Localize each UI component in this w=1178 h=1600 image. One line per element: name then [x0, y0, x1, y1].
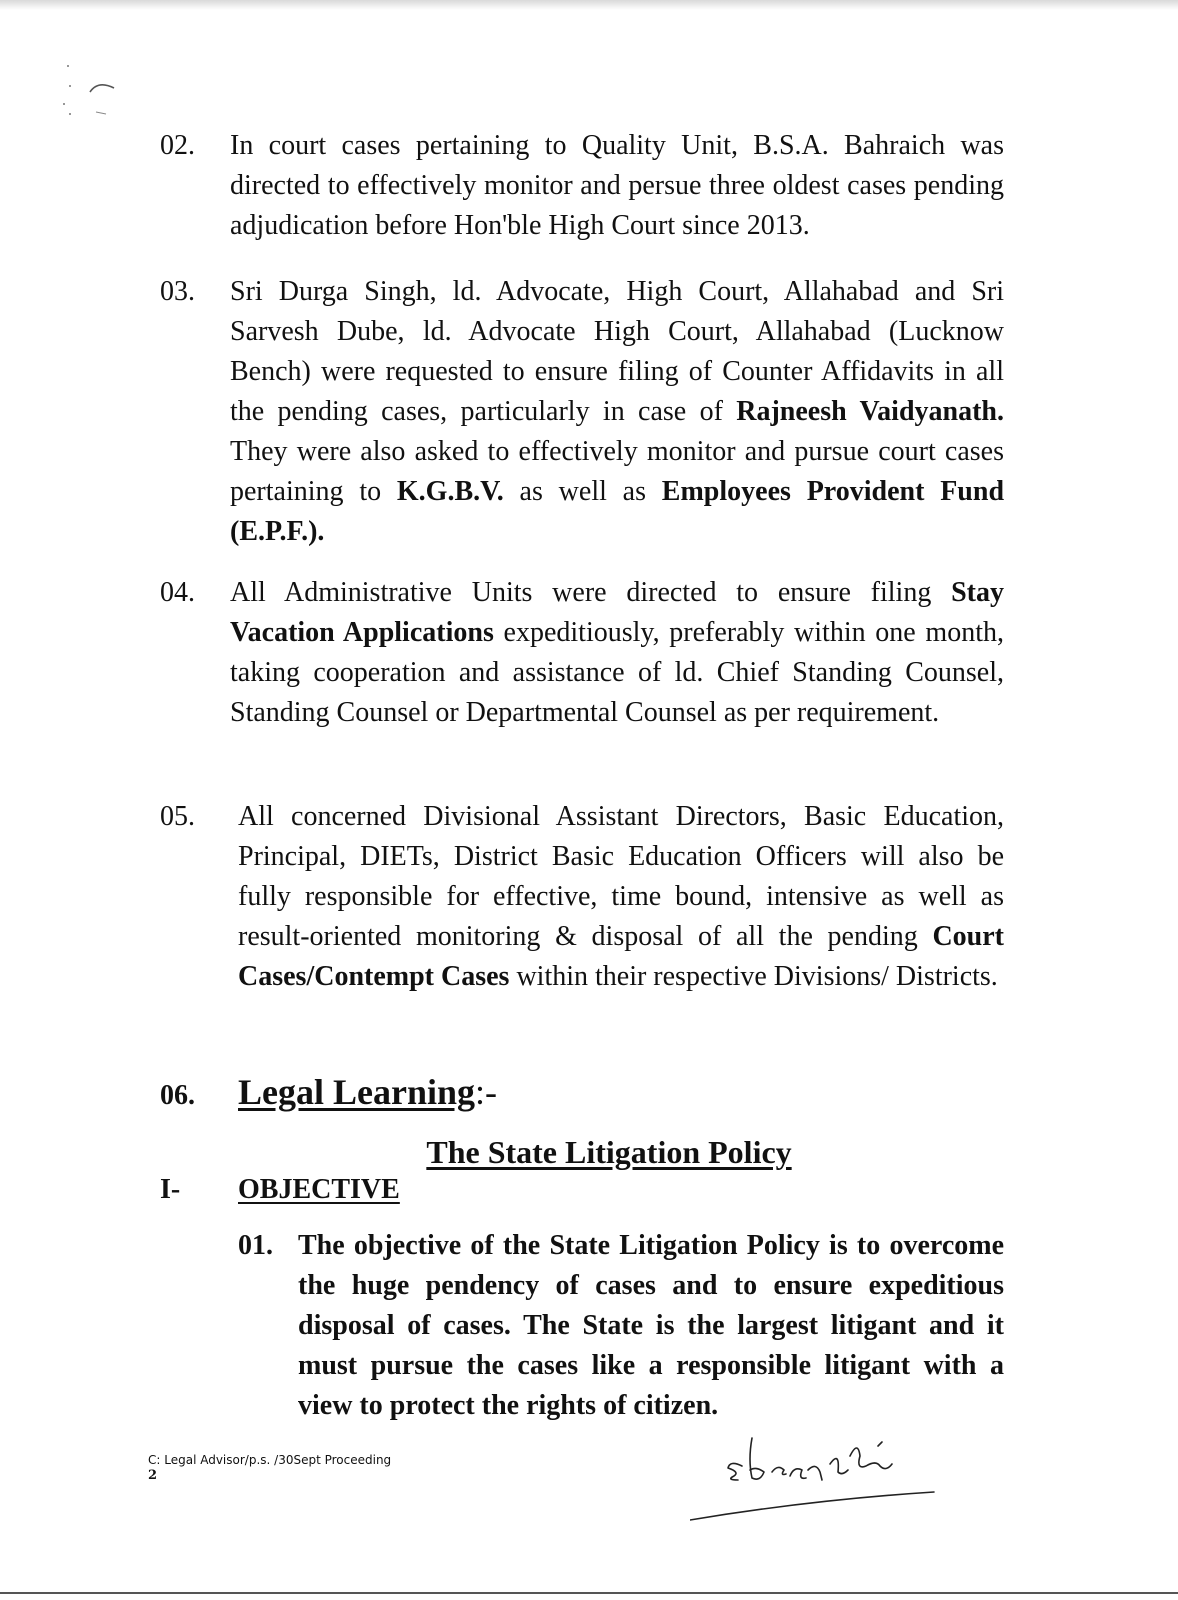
- subsection-title: OBJECTIVE: [238, 1174, 400, 1205]
- paragraph-number: 04.: [160, 577, 195, 608]
- paragraph-05: [160, 797, 1004, 997]
- file-path: C: Legal Advisor/p.s. /30Sept Proceeding: [148, 1453, 392, 1467]
- text-run: within their respective Divisions/ Districts.: [509, 961, 998, 992]
- bold-text: Court Cases/Contempt Cases: [238, 921, 1004, 992]
- text-run: Sri Durga Singh, ld. Advocate, High Court, Allahabad and Sri Sarvesh Dube, ld. Advocate High Court, Allahabad (Lucknow Bench) were requested to ensure filing of Counter Affidavits in all the pending cases, particularly in case of: [230, 276, 1004, 427]
- paragraph-04: [160, 573, 1004, 733]
- paragraph-number: 02.: [160, 130, 195, 161]
- policy-title: The State Litigation Policy: [426, 1134, 792, 1170]
- scan-edge-bottom: [0, 1592, 1178, 1594]
- paragraph-number: 05.: [160, 801, 195, 832]
- bold-text: K.G.B.V.: [396, 476, 504, 507]
- objective-point: [238, 1226, 1004, 1426]
- bold-text: Rajneesh Vaidyanath.: [736, 396, 1005, 427]
- paragraph-03: [160, 272, 1004, 552]
- section-number: 06.: [160, 1080, 195, 1111]
- scan-shadow-top: [0, 0, 1178, 10]
- text-run: as well as: [503, 476, 662, 507]
- paragraph-number: 03.: [160, 276, 195, 307]
- paragraph-text: [230, 573, 1004, 733]
- paragraph-text: [238, 797, 1004, 997]
- paragraph-text: In court cases pertaining to Quality Unit, B.S.A. Bahraich was directed to effectively monitor and persue three oldest cases pending adjudication before Hon'ble High Court since 2013.: [230, 130, 1004, 241]
- scan-margin-marks: [40, 40, 130, 130]
- point-number: 01.: [238, 1230, 273, 1261]
- point-text: The objective of the State Litigation Policy is to overcome the huge pendency of cases and to ensure expeditious disposal of cases. The State is the largest litigant and it must pursue the cases like a responsible litigant with a view to protect the rights of citizen.: [298, 1230, 1004, 1421]
- page-number: 2: [148, 1468, 158, 1483]
- footer: [148, 1452, 391, 1484]
- section-title-suffix: :-: [475, 1072, 498, 1112]
- subsection-number: I-: [160, 1174, 181, 1205]
- bold-text: Employees Provident Fund (E.P.F.).: [230, 476, 1005, 547]
- text-run: expeditiously, preferably within one month, taking cooperation and assistance of ld. Chief Standing Counsel, Standing Counsel or Departmental Counsel as per requirement.: [230, 617, 1004, 728]
- signature: [690, 1420, 940, 1530]
- paragraph-02: [160, 126, 1004, 246]
- text-run: All concerned Divisional Assistant Directors, Basic Education, Principal, DIETs, District Basic Education Officers will also be fully responsible for effective, time bound, intensive as well as result-oriented monitoring & disposal of all the pending: [238, 801, 1004, 952]
- text-run: They were also asked to effectively monitor and pursue court cases pertaining to: [230, 436, 1004, 507]
- paragraph-text: [230, 272, 1004, 552]
- section-heading: [238, 1068, 497, 1116]
- bold-text: Stay Vacation Applications: [230, 577, 1004, 648]
- text-run: All Administrative Units were directed to ensure filing: [230, 577, 952, 608]
- section-title: Legal Learning: [238, 1072, 476, 1112]
